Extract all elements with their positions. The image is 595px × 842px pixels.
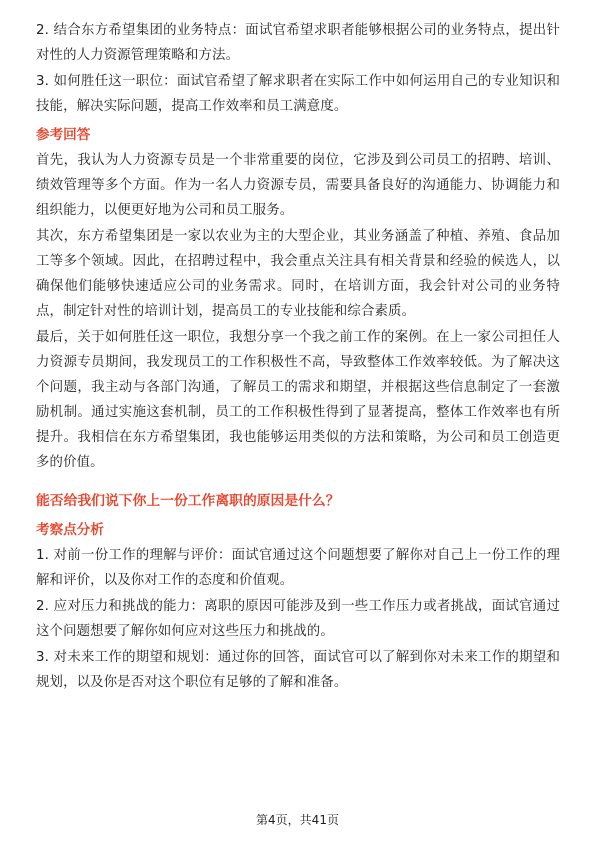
analysis-heading: 考察点分析: [36, 522, 104, 538]
question-heading: 能否给我们说下你上一份工作离职的原因是什么？: [36, 493, 340, 509]
analysis-item-3: 3. 对未来工作的期望和规划：通过你的回答，面试官可以了解到你对未来工作的期望和规划，以及你是否对这个职位有足够的了解和准备。: [36, 650, 560, 690]
intro-item-2: 2. 结合东方希望集团的业务特点：面试官希望求职者能够根据公司的业务特点，提出针对性的人力资源管理策略和方法。: [36, 23, 560, 63]
analysis-item-1: 1. 对前一份工作的理解与评价：面试官通过这个问题想要了解你对自己上一份工作的理解和评价，以及你对工作的态度和价值观。: [36, 548, 560, 588]
page-number: 第4页，共41页: [256, 813, 339, 827]
analysis-item-2: 2. 应对压力和挑战的能力：离职的原因可能涉及到一些工作压力或者挑战，面试官通过这个问题想要了解你如何应对这些压力和挑战的。: [36, 599, 560, 639]
answer-heading: 参考回答: [36, 127, 91, 143]
answer-paragraph-3: 最后，关于如何胜任这一职位，我想分享一个我之前工作的案例。在上一家公司担任人力资源专员期间，我发现员工的工作积极性不高，导致整体工作效率较低。为了解决这个问题，我主动与各部门沟通，了解员工的需求和期望，并根据这些信息制定了一套激励机制。通过实施这套机制，员工的工作积极性得到了显著提高，整体工作效率也有所提升。我相信在东方希望集团，我也能够运用类似的方法和策略，为公司和员工创造更多的价值。: [36, 330, 560, 470]
answer-paragraph-1: 首先，我认为人力资源专员是一个非常重要的岗位，它涉及到公司员工的招聘、培训、绩效管理等多个方面。作为一名人力资源专员，需要具备良好的沟通能力、协调能力和组织能力，以便更好地为公司和员工服务。: [36, 153, 560, 218]
page-content: [36, 18, 560, 696]
intro-item-3: 3. 如何胜任这一职位：面试官希望了解求职者在实际工作中如何运用自己的专业知识和技能，解决实际问题，提高工作效率和员工满意度。: [36, 74, 560, 114]
answer-paragraph-2: 其次，东方希望集团是一家以农业为主的大型企业，其业务涵盖了种植、养殖、食品加工等多个领域。因此，在招聘过程中，我会重点关注具有相关背景和经验的候选人，以确保他们能够快速适应公司的业务需求。同时，在培训方面，我会针对公司的业务特点，制定针对性的培训计划，提高员工的专业技能和综合素质。: [36, 229, 560, 319]
